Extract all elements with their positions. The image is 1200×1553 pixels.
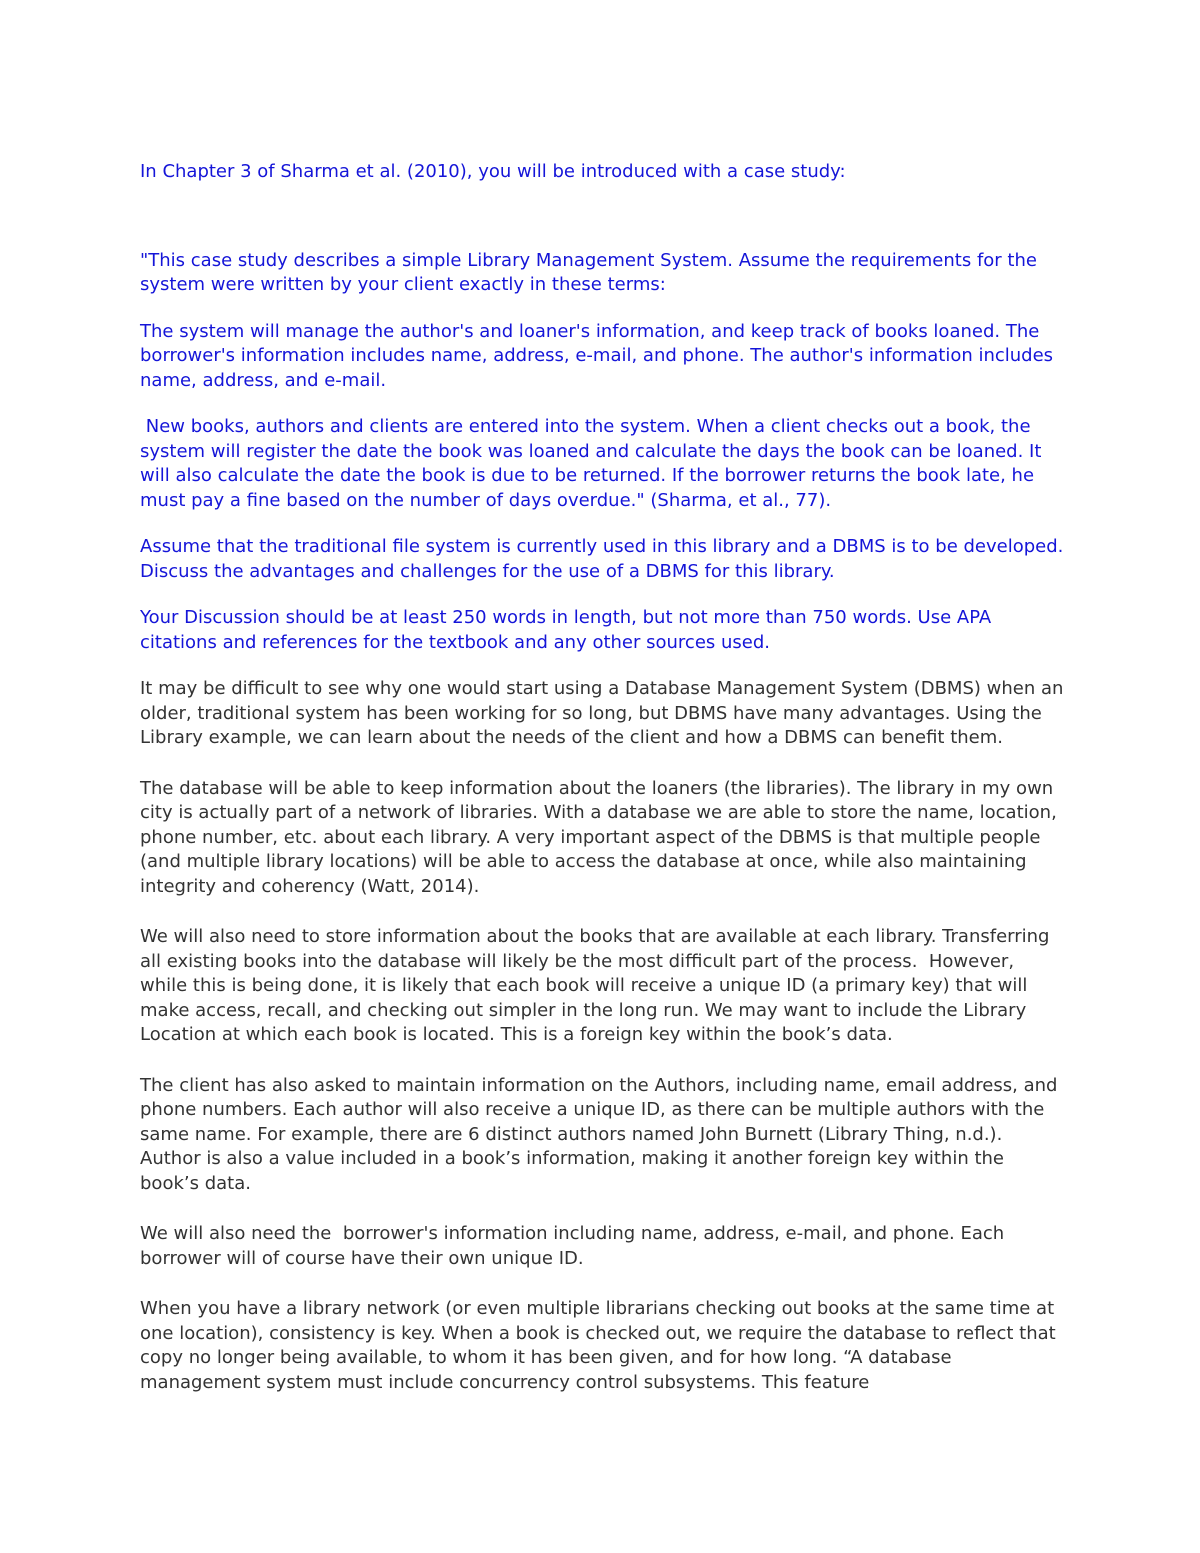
case-study-paragraph: New books, authors and clients are entered into the system. When a client checks out a book, the system will register the date the book was loaned and calculate the days the book can be loaned. It will also calculate the date the book is due to be returned. If the borrower returns the book late, he must pay a fine based on the number of days overdue." (Sharma, et al., 77). [140,416,1048,511]
assignment-requirements-paragraph: Your Discussion should be at least 250 words in length, but not more than 750 words. Use APA citations and references for the textbook and any other sources used. [140,607,992,653]
response-paragraph: When you have a library network (or even multiple librarians checking out books at the same time at one location), consistency is key. When a book is checked out, we require the database to reflect that copy no longer being available, to whom it has been given, and for how long. “A database management system must include concurrency control subsystems. This feature [140,1298,1056,1393]
response-paragraph: We will also need to store information about the books that are available at each library. Transferring all existing books into the database will likely be the most difficult part of the process. However, while this is being done, it is likely that each book will receive a unique ID (a primary key) that will make access, recall, and checking out simpler in the long run. We may want to include the Library Location at which each book is located. This is a foreign key within the book’s data. [140,926,1056,1045]
intro-paragraph: In Chapter 3 of Sharma et al. (2010), you will be introduced with a case study: [140,161,846,182]
case-study-paragraph: The system will manage the author's and loaner's information, and keep track of books loaned. The borrower's information includes name, address, e-mail, and phone. The author's information includes name, address, and e-mail. [140,320,1054,391]
response-paragraph: We will also need the borrower's information including name, address, e-mail, and phone. Each borrower will of course have their own unique ID. [140,1223,1010,1269]
case-study-paragraph: "This case study describes a simple Library Management System. Assume the requirements for the system were written by your client exactly in these terms: [140,249,1037,295]
response-paragraph: The client has also asked to maintain information on the Authors, including name, email address, and phone numbers. Each author will also receive a unique ID, as there can be multiple authors with the same name. For example, there are 6 distinct authors named John Burnett (Library Thing, n.d.). Author is also a value included in a book’s information, making it another foreign key within the book’s data. [140,1074,1058,1194]
response-paragraph: The database will be able to keep information about the loaners (the libraries). The library in my own city is actually part of a network of libraries. With a database we are able to store the name, location, phone number, etc. about each library. A very important aspect of the DBMS is that multiple people (and multiple library locations) will be able to access the database at once, while also maintaining integrity and coherency (Watt, 2014). [140,777,1057,897]
document-body [140,160,1065,1395]
response-paragraph: It may be difficult to see why one would start using a Database Management System (DBMS) when an older, traditional system has been working for so long, but DBMS have many advantages. Using the Library example, we can learn about the needs of the client and how a DBMS can benefit them. [140,678,1064,748]
assignment-prompt-paragraph: Assume that the traditional file system is currently used in this library and a DBMS is to be developed. Discuss the advantages and challenges for the use of a DBMS for this library. [140,536,1064,582]
